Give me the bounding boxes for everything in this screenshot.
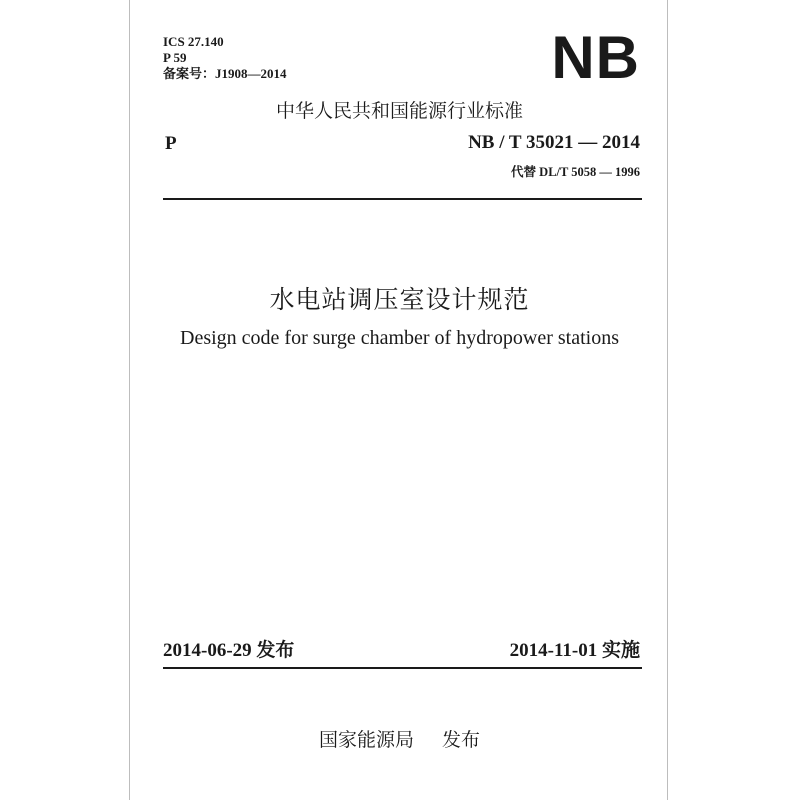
record-number: 备案号：J1908—2014	[163, 66, 287, 81]
ics-number: ICS 27.140	[163, 34, 224, 49]
top-divider	[163, 198, 642, 200]
classification-block	[163, 34, 287, 82]
title-english: Design code for surge chamber of hydropower stations	[180, 327, 619, 349]
standard-cover	[129, 0, 668, 800]
title-chinese: 水电站调压室设计规范	[269, 285, 530, 314]
bottom-divider	[163, 667, 642, 669]
nb-logo: NB	[551, 24, 640, 91]
category-letter: P	[165, 133, 177, 154]
issue-date: 2014-06-29 发布	[163, 640, 295, 661]
standard-code: NB / T 35021 — 2014	[468, 132, 640, 153]
publisher-line	[130, 725, 669, 752]
industry-standard-heading: 中华人民共和国能源行业标准	[275, 100, 523, 122]
replaces-standard: 代替 DL/T 5058 — 1996	[511, 165, 640, 179]
publisher-name: 国家能源局	[318, 729, 414, 751]
implementation-date: 2014-11-01 实施	[509, 640, 640, 661]
publish-label: 发布	[442, 729, 481, 751]
ccs-number: P 59	[163, 50, 187, 65]
